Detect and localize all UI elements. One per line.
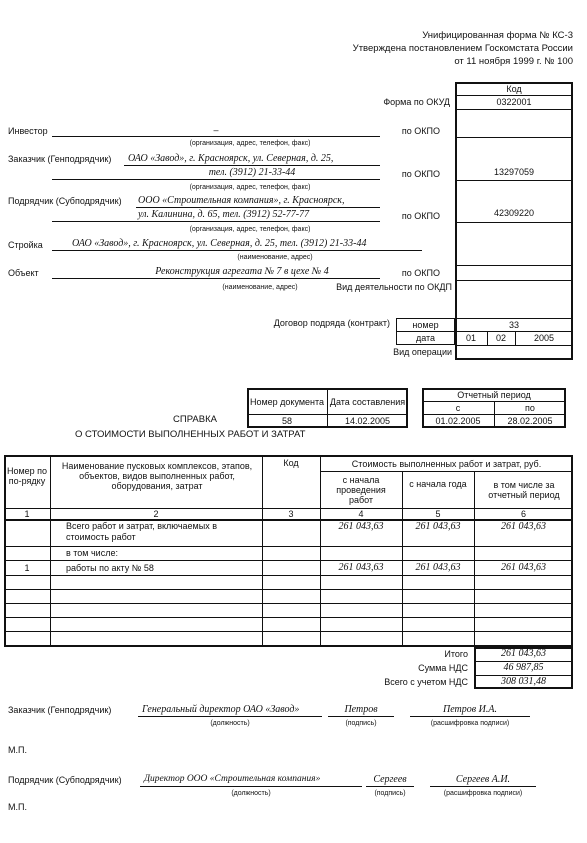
okud-code: 0322001 [496, 97, 532, 107]
sign-podryadchik-name-line [430, 786, 536, 787]
code-divider [455, 265, 573, 266]
podryadchik-underline-2 [52, 221, 380, 222]
zakazchik-okpo-code: 13297059 [493, 167, 535, 177]
header-cost: Стоимость выполненных работ и затрат, руб. [351, 458, 542, 469]
code-divider [455, 222, 573, 223]
row-total-col4: 261 043,63 [338, 521, 384, 532]
obekt-caption: (наименование, адрес) [222, 284, 298, 291]
podryadchik-line-1: ООО «Строительная компания», г. Красноярск, [138, 195, 345, 206]
zakazchik-okpo-label: по ОКПО [401, 169, 440, 179]
row1-col6: 261 043,63 [501, 562, 546, 573]
table-vline [50, 455, 51, 647]
stroyka-caption: (наименование, адрес) [237, 254, 313, 261]
sign-podryadchik-position: Директор ООО «Строительная компания» [144, 774, 321, 784]
colnum-1: 1 [24, 508, 30, 519]
form-line-2: Утверждена постановлением Госкомстата России [352, 43, 573, 54]
row-total-name: Всего работ и затрат, включаемых в стоимость работ [66, 521, 217, 542]
table-hline [4, 546, 573, 547]
okdp-label: Вид деятельности по ОКДП [336, 282, 452, 292]
sign-zakazchik-signature-line [328, 716, 394, 717]
contract-day: 01 [465, 333, 476, 343]
podryadchik-underline-1 [136, 207, 380, 208]
table-hline [4, 575, 573, 576]
sign-zakazchik-position-line [138, 716, 322, 717]
podryadchik-okpo-label: по ОКПО [401, 211, 440, 221]
row-total-col6: 261 043,63 [501, 521, 546, 532]
doc-title: СПРАВКА [173, 414, 217, 425]
form-line-1: Унифицированная форма № КС-3 [422, 30, 573, 41]
header-num: Номер по по-рядку [6, 466, 48, 486]
period-from: 01.02.2005 [435, 415, 481, 426]
row1-name: работы по акту № 58 [66, 563, 154, 573]
obekt-value: Реконструкция агрегата № 7 в цехе № 4 [155, 266, 329, 277]
okud-label: Форма по ОКУД [383, 97, 450, 107]
podryadchik-caption: (организация, адрес, телефон, факс) [189, 226, 311, 233]
investor-line [52, 136, 380, 137]
sign-podryadchik-label: Подрядчик (Субподрядчик) [8, 775, 122, 785]
zakazchik-caption: (организация, адрес, телефон, факс) [189, 184, 311, 191]
form-line-3: от 11 ноября 1999 г. № 100 [454, 56, 573, 67]
period-label: Отчетный период [457, 389, 531, 400]
doc-number-value: 58 [281, 415, 292, 426]
contract-label: Договор подряда (контракт) [273, 318, 390, 328]
doc-date-label: Дата составления [329, 396, 406, 407]
header-col6: в том числе за отчетный период [488, 479, 560, 500]
sign-zakazchik-position-caption: (должность) [210, 720, 250, 727]
podryadchik-label: Подрядчик (Субподрядчик) [8, 196, 122, 206]
total-with-nds-value: 308 031,48 [501, 676, 546, 687]
period-to: 28.02.2005 [507, 415, 553, 426]
table-hline [4, 589, 573, 590]
colnum-5: 5 [435, 508, 441, 519]
investor-caption: (организация, адрес, телефон, факс) [189, 140, 311, 147]
colnum-2: 2 [153, 508, 159, 519]
sign-podryadchik-signature-caption: (подпись) [374, 790, 406, 797]
investor-label: Инвестор [8, 126, 48, 136]
sign-zakazchik-label: Заказчик (Генподрядчик) [8, 705, 112, 715]
colnum-3: 3 [288, 508, 294, 519]
sign-zakazchik-name-caption: (расшифровка подписи) [430, 720, 510, 727]
obekt-label: Объект [8, 268, 39, 278]
table-vline [262, 455, 263, 647]
nds-value: 46 987,85 [503, 662, 544, 673]
sign-podryadchik-position-line [140, 786, 362, 787]
sign-zakazchik-name: Петров И.А. [443, 704, 497, 715]
table-hline [4, 603, 573, 604]
sign-podryadchik-signature-line [366, 786, 414, 787]
header-name: Наименование пусковых комплексов, этапов, объектов, видов выполненных работ, оборудования, затрат [61, 461, 253, 491]
table-hline [4, 617, 573, 618]
total-with-nds-label: Всего с учетом НДС [384, 677, 468, 687]
sign-podryadchik-position-caption: (должность) [231, 790, 271, 797]
sign-zakazchik-position: Генеральный директор ОАО «Завод» [142, 704, 300, 715]
contract-year: 2005 [533, 333, 555, 343]
colnum-6: 6 [520, 508, 526, 519]
row-incl: в том числе: [66, 548, 118, 558]
header-col4: с начала проведения работ [336, 474, 386, 505]
header-code: Код [283, 458, 299, 468]
contract-number: 33 [508, 319, 519, 330]
itogo-value: 261 043,63 [501, 648, 546, 659]
contract-date-label: дата [415, 333, 436, 343]
zakazchik-underline-2 [52, 179, 380, 180]
obekt-underline [52, 278, 380, 279]
mp-stamp-1: М.П. [8, 745, 27, 755]
contract-number-label: номер [412, 319, 439, 330]
row1-num: 1 [24, 563, 30, 573]
itogo-label: Итого [444, 649, 468, 659]
code-column-title: Код [506, 83, 522, 94]
header-col5: с начала года [409, 479, 467, 489]
colnum-4: 4 [358, 508, 364, 519]
period-from-label: с [455, 402, 461, 413]
mp-stamp-2: М.П. [8, 802, 27, 812]
doc-date-value: 14.02.2005 [344, 415, 391, 426]
stroyka-underline [52, 250, 422, 251]
podryadchik-line-2: ул. Калинина, д. 65, тел. (3912) 52-77-77 [138, 209, 310, 220]
code-divider [455, 345, 573, 346]
row-total-col5: 261 043,63 [415, 521, 461, 532]
row1-col5: 261 043,63 [415, 562, 461, 573]
sign-zakazchik-signature-caption: (подпись) [345, 720, 377, 727]
doc-subtitle: О СТОИМОСТИ ВЫПОЛНЕННЫХ РАБОТ И ЗАТРАТ [75, 429, 306, 440]
sign-zakazchik-name-line [410, 716, 530, 717]
sign-podryadchik-signature: Сергеев [373, 774, 407, 785]
podryadchik-okpo-code: 42309220 [493, 208, 535, 218]
contract-month: 02 [495, 333, 506, 343]
stroyka-label: Стройка [8, 240, 43, 250]
zakazchik-label: Заказчик (Генподрядчик) [8, 154, 112, 164]
code-divider [455, 109, 573, 110]
zakazchik-line-2: тел. (3912) 21-33-44 [208, 167, 296, 178]
table-hline [4, 560, 573, 561]
code-divider [455, 280, 573, 281]
table-vline [402, 471, 403, 647]
table-vline [320, 455, 321, 647]
nds-label: Сумма НДС [418, 663, 468, 673]
table-vline [474, 471, 475, 647]
investor-value: – [213, 125, 219, 135]
period-to-label: по [525, 402, 535, 413]
vid-operacii-label: Вид операции [393, 347, 452, 357]
code-divider [455, 137, 573, 138]
table-hline [4, 631, 573, 632]
zakazchik-line-1: ОАО «Завод», г. Красноярск, ул. Северная, д. 25, [128, 153, 334, 164]
row1-col4: 261 043,63 [338, 562, 384, 573]
zakazchik-underline-1 [124, 165, 380, 166]
doc-number-label: Номер документа [249, 396, 325, 407]
obekt-okpo-label: по ОКПО [401, 268, 440, 278]
sign-podryadchik-name-caption: (расшифровка подписи) [443, 790, 523, 797]
sign-zakazchik-signature: Петров [344, 704, 378, 715]
stroyka-value: ОАО «Завод», г. Красноярск, ул. Северная, д. 25, тел. (3912) 21-33-44 [72, 238, 367, 249]
sign-podryadchik-name: Сергеев А.И. [455, 774, 511, 785]
investor-okpo-label: по ОКПО [401, 126, 440, 136]
code-divider [455, 180, 573, 181]
